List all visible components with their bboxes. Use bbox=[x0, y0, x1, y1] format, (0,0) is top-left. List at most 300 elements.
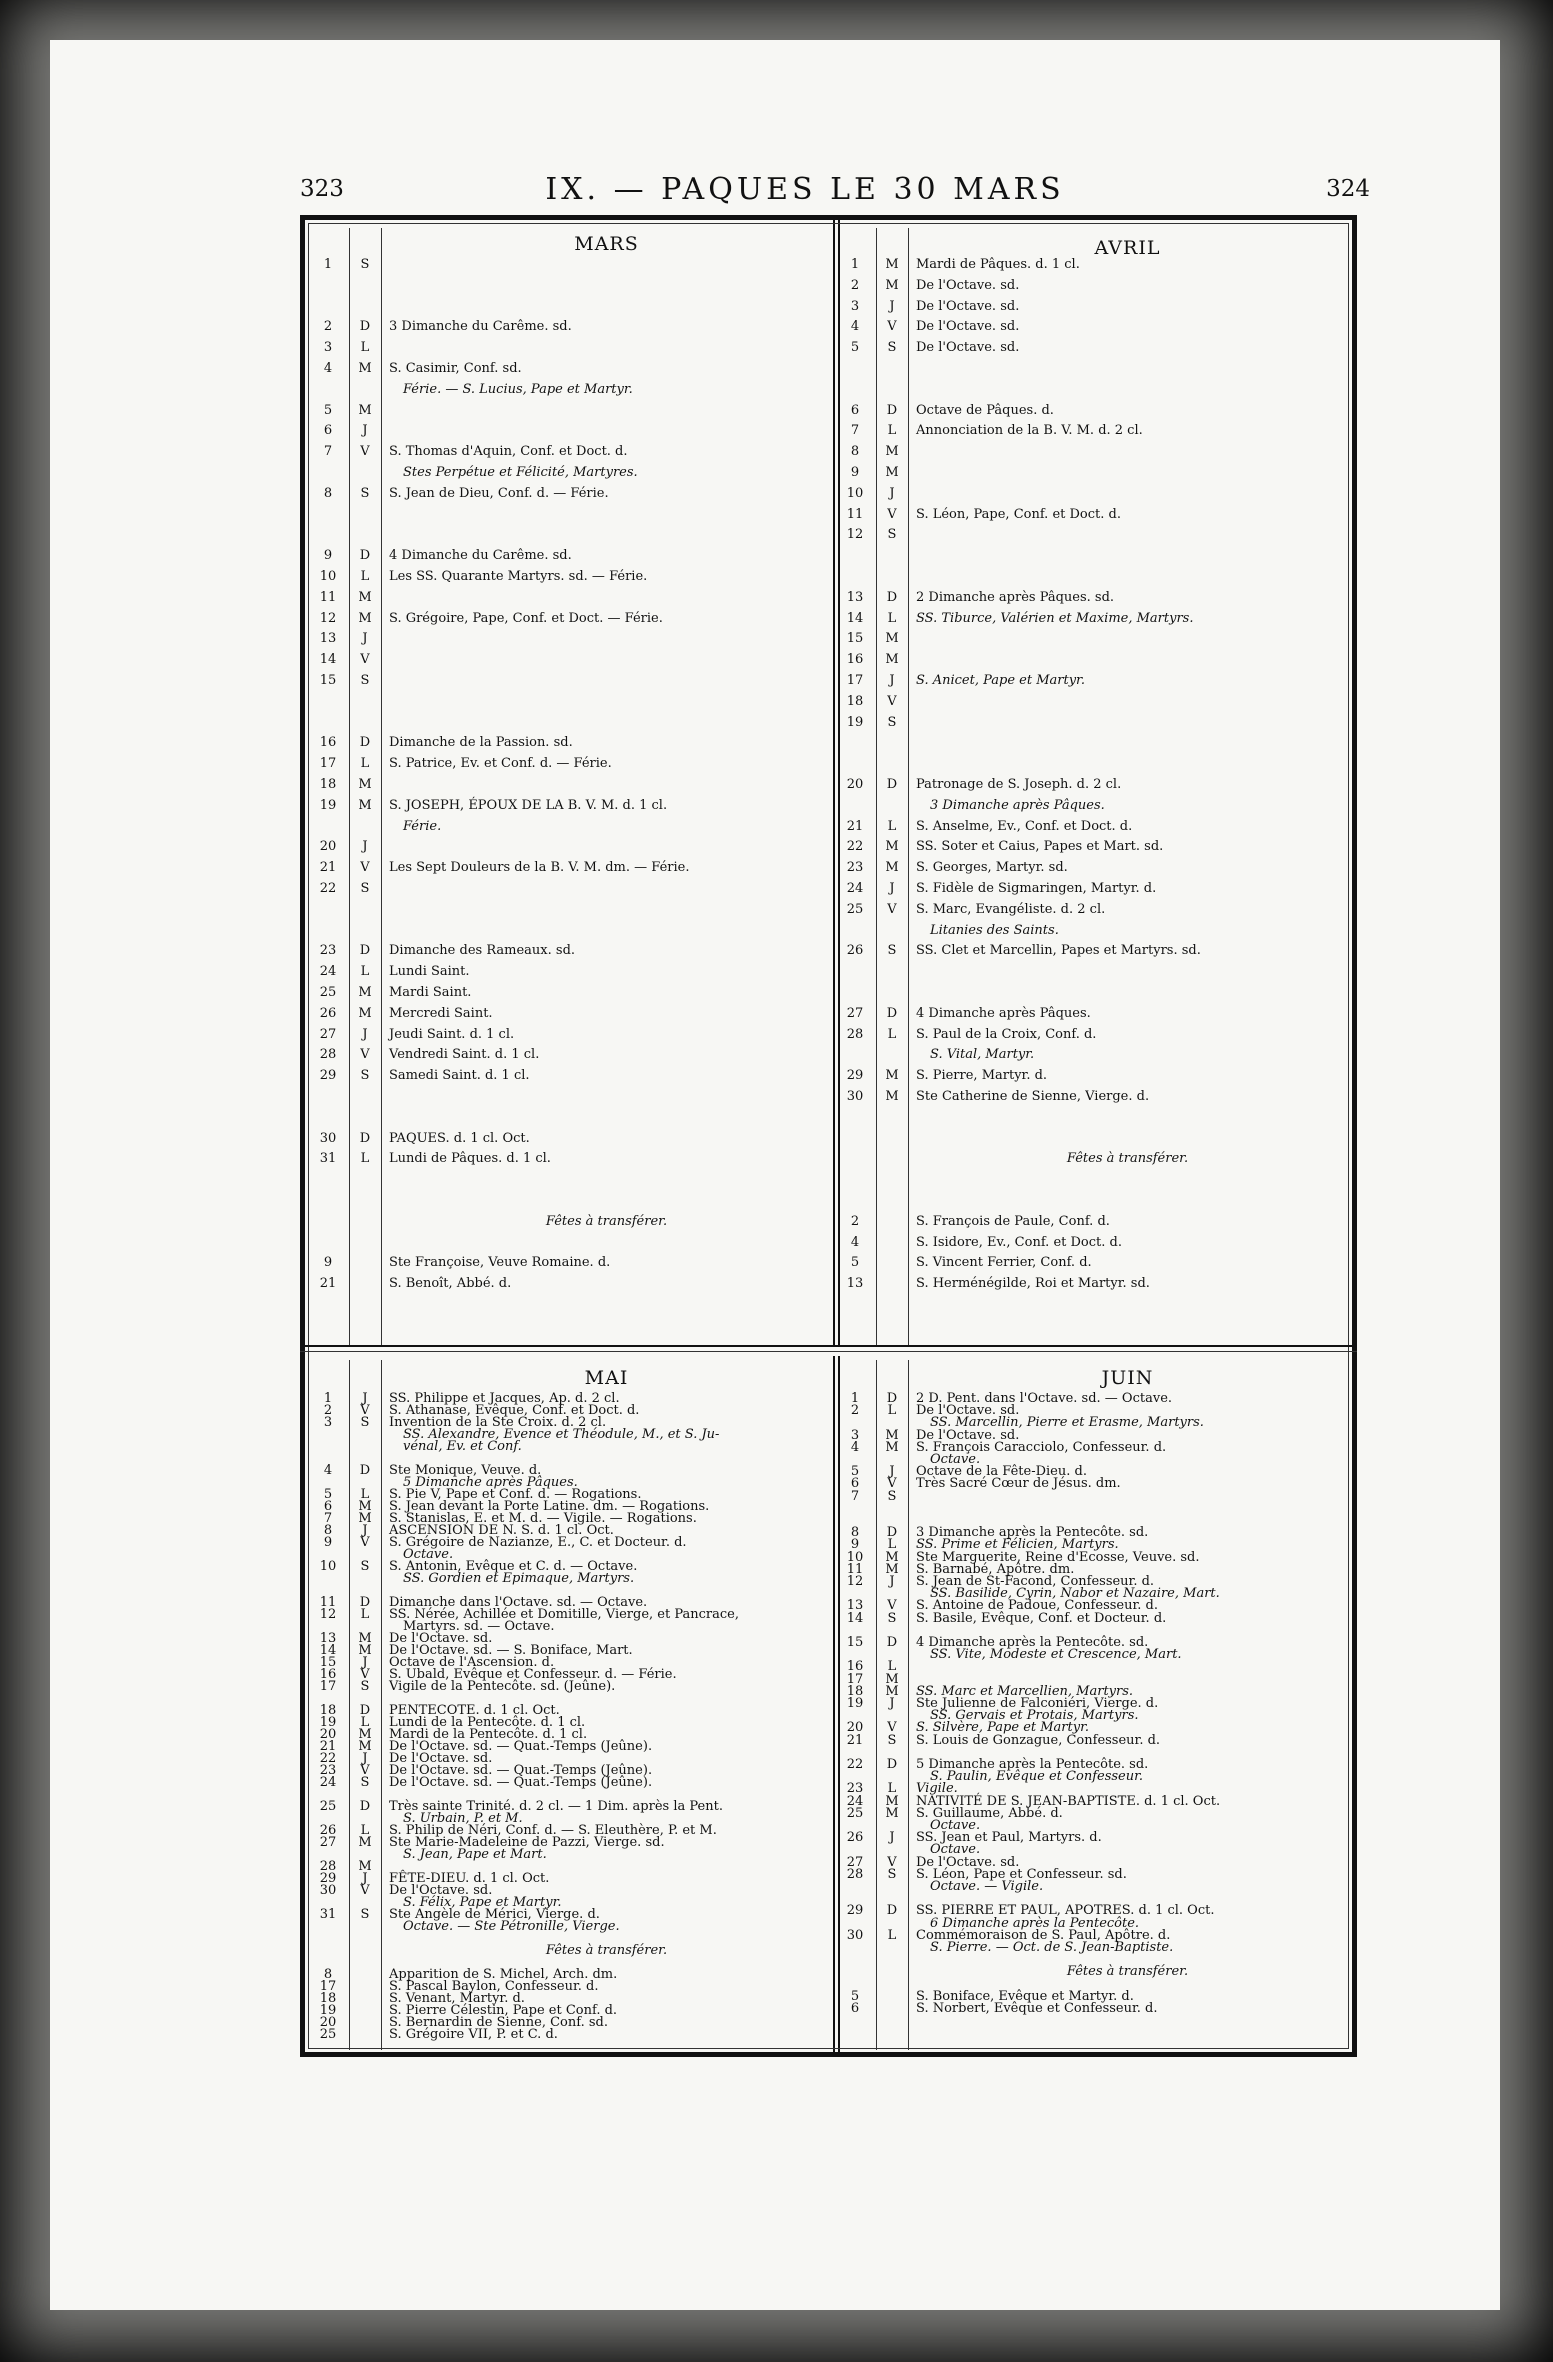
feast-entry: 3 Dimanche après la Pentecôte. sd. bbox=[916, 1525, 1149, 1541]
feast-entry: De l'Octave. sd. bbox=[916, 277, 1020, 293]
weekday-letter: L bbox=[887, 1927, 897, 1943]
calendar-row bbox=[840, 341, 1345, 355]
calendar-frame bbox=[300, 215, 1357, 2057]
feast-entry: Patronage de S. Joseph. d. 2 cl. bbox=[916, 777, 1122, 792]
day-number: 7 bbox=[323, 444, 333, 460]
weekday-letter: V bbox=[360, 444, 370, 460]
weekday-letter: D bbox=[886, 1391, 898, 1406]
calendar-row bbox=[840, 1734, 1345, 1748]
feast-entry: S. Bernardin de Sienne, Conf. sd. bbox=[389, 2015, 608, 2030]
feast-entry: Lundi Saint. bbox=[389, 964, 470, 980]
feast-entry: S. Herménégilde, Roi et Martyr. sd. bbox=[916, 1276, 1150, 1292]
weekday-letter: V bbox=[887, 1598, 897, 1614]
calendar-row bbox=[313, 466, 830, 480]
weekday-letter: V bbox=[360, 1403, 370, 1418]
calendar-row bbox=[840, 820, 1345, 834]
day-number: 24 bbox=[319, 1775, 337, 1790]
calendar-row bbox=[313, 1256, 830, 1270]
feast-entry: S. Pierre Célestin, Pape et Conf. d. bbox=[389, 2003, 618, 2018]
feast-entry: NATIVITÉ DE S. JEAN-BAPTISTE. d. 1 cl. Oct. bbox=[916, 1793, 1221, 1809]
weekday-letter: S bbox=[360, 257, 370, 272]
feast-entry: SS. Jean et Paul, Martyrs. d. bbox=[916, 1830, 1102, 1846]
weekday-letter: M bbox=[358, 1727, 372, 1742]
feast-entry: S. Jean de St-Facond, Confesseur. d. bbox=[916, 1574, 1155, 1589]
calendar-row bbox=[313, 944, 830, 958]
calendar-row bbox=[313, 1215, 830, 1229]
day-number: 26 bbox=[319, 1005, 337, 1021]
weekday-letter: M bbox=[885, 1561, 899, 1577]
day-number: 6 bbox=[850, 402, 860, 418]
weekday-letter: M bbox=[885, 860, 899, 876]
weekday-letter: J bbox=[889, 485, 895, 501]
calendar-row bbox=[313, 1152, 830, 1166]
calendar-row bbox=[840, 1941, 1345, 1955]
day-number: 8 bbox=[850, 1525, 860, 1541]
day-number: 29 bbox=[319, 1068, 337, 1084]
feast-entry: 3 Dimanche après Pâques. bbox=[930, 797, 1105, 813]
weekday-letter: M bbox=[885, 631, 899, 647]
weekday-letter: M bbox=[358, 1643, 372, 1658]
feast-entry: Très Sacré Cœur de Jésus. dm. bbox=[916, 1476, 1121, 1492]
calendar-row bbox=[840, 674, 1345, 688]
weekday-letter: V bbox=[887, 693, 897, 709]
feast-entry: Ste Marie-Madeleine de Pazzi, Vierge. sd. bbox=[389, 1835, 665, 1850]
column-divider-bottom bbox=[833, 1356, 835, 2053]
month-title: JUIN bbox=[1101, 1367, 1154, 1389]
day-number: 23 bbox=[319, 943, 337, 959]
feast-entry: Invention de la Ste Croix. d. 2 cl. bbox=[389, 1415, 607, 1430]
weekday-letter: J bbox=[889, 298, 895, 314]
weekday-letter: D bbox=[886, 1525, 898, 1541]
page-number-left: 323 bbox=[300, 176, 344, 202]
weekday-letter: D bbox=[359, 1463, 371, 1478]
day-number: 16 bbox=[846, 1659, 864, 1675]
calendar-row bbox=[840, 445, 1345, 459]
calendar-row bbox=[840, 320, 1345, 334]
weekday-letter: D bbox=[359, 1799, 371, 1814]
weekday-letter: S bbox=[887, 714, 897, 730]
weekday-letter: L bbox=[360, 1715, 370, 1730]
day-number: 12 bbox=[319, 1607, 337, 1622]
day-number: 8 bbox=[323, 1523, 333, 1538]
feast-entry: Octave de Pâques. d. bbox=[916, 402, 1054, 418]
calendar-row bbox=[840, 799, 1345, 813]
feast-entry: FÊTE-DIEU. d. 1 cl. Oct. bbox=[389, 1871, 550, 1886]
weekday-letter: S bbox=[360, 1415, 370, 1430]
weekday-letter: S bbox=[887, 943, 897, 959]
day-number: 8 bbox=[323, 1967, 333, 1982]
feast-entry: De l'Octave. sd. bbox=[916, 1854, 1020, 1870]
feast-entry: vénal, Ev. et Conf. bbox=[403, 1439, 522, 1454]
calendar-row bbox=[840, 2002, 1345, 2016]
day-number: 6 bbox=[323, 1499, 333, 1514]
day-number: 4 bbox=[323, 361, 333, 376]
weekday-letter: J bbox=[889, 673, 895, 688]
weekday-letter: M bbox=[885, 1549, 899, 1565]
feast-entry: De l'Octave. sd. bbox=[389, 1631, 493, 1646]
calendar-row bbox=[313, 1572, 830, 1586]
day-number: 18 bbox=[846, 1683, 864, 1699]
column-divider-top bbox=[833, 220, 835, 1346]
feast-entry: S. Paulin, Evêque et Confesseur. bbox=[930, 1769, 1144, 1785]
feast-entry: S. Guillaume, Abbé. d. bbox=[916, 1805, 1063, 1821]
weekday-letter: M bbox=[885, 1089, 899, 1104]
day-number: 29 bbox=[319, 1871, 337, 1886]
weekday-letter: L bbox=[360, 756, 370, 772]
weekday-letter: J bbox=[889, 881, 895, 896]
calendar-row bbox=[840, 424, 1345, 438]
feast-entry: Martyrs. sd. — Octave. bbox=[403, 1619, 555, 1634]
calendar-row bbox=[840, 1490, 1345, 1504]
calendar-row bbox=[840, 279, 1345, 293]
day-number: 7 bbox=[850, 423, 860, 439]
feast-entry: S. Jean de Dieu, Conf. d. — Férie. bbox=[389, 485, 609, 501]
day-number: 17 bbox=[319, 1679, 337, 1694]
day-number: 13 bbox=[846, 1598, 864, 1614]
calendar-row bbox=[313, 258, 830, 272]
feast-entry: S. Norbert, Evêque et Confesseur. d. bbox=[916, 2001, 1158, 2016]
month-title: MARS bbox=[574, 233, 639, 255]
weekday-letter: L bbox=[887, 1659, 897, 1675]
weekday-letter: J bbox=[362, 839, 368, 855]
feast-entry: Lundi de la Pentecôte. d. 1 cl. bbox=[389, 1715, 586, 1730]
day-number: 24 bbox=[846, 881, 864, 896]
feast-entry: SS. PIERRE ET PAUL, APOTRES. d. 1 cl. Oct. bbox=[916, 1903, 1215, 1919]
feast-entry: 3 Dimanche du Carême. sd. bbox=[389, 319, 572, 335]
feast-entry: ASCENSION DE N. S. d. 1 cl. Oct. bbox=[389, 1523, 614, 1538]
day-number: 28 bbox=[846, 1026, 864, 1042]
feast-entry: S. Silvère, Pape et Martyr. bbox=[916, 1720, 1090, 1736]
feast-entry: S. Léon, Pape, Conf. et Doct. d. bbox=[916, 506, 1121, 522]
weekday-letter: D bbox=[886, 1635, 898, 1650]
feast-entry: Mardi Saint. bbox=[389, 985, 472, 1000]
weekday-letter: M bbox=[358, 1859, 372, 1874]
feast-entry: 2 D. Pent. dans l'Octave. sd. — Octave. bbox=[916, 1391, 1173, 1406]
day-number: 21 bbox=[846, 1732, 864, 1748]
weekday-letter: M bbox=[885, 1427, 899, 1443]
weekday-letter: M bbox=[358, 361, 372, 376]
feast-entry: Mardi de la Pentecôte. d. 1 cl. bbox=[389, 1727, 588, 1742]
calendar-row bbox=[840, 653, 1345, 667]
feast-entry: S. Louis de Gonzague, Confesseur. d. bbox=[916, 1732, 1161, 1748]
day-number: 29 bbox=[846, 1068, 864, 1084]
day-number: 4 bbox=[850, 1439, 860, 1455]
weekday-letter: M bbox=[885, 1805, 899, 1821]
weekday-letter: D bbox=[359, 1595, 371, 1610]
day-number: 23 bbox=[846, 1781, 864, 1797]
day-number: 25 bbox=[846, 901, 864, 917]
feast-entry: S. Jean, Pape et Mart. bbox=[403, 1847, 547, 1862]
day-number: 9 bbox=[323, 1255, 333, 1271]
weekday-letter: J bbox=[362, 1871, 368, 1886]
feast-entry: 5 Dimanche après Pâques. bbox=[403, 1475, 578, 1490]
day-number: 22 bbox=[846, 1757, 864, 1772]
calendar-row bbox=[840, 1965, 1345, 1979]
day-number: 19 bbox=[846, 714, 864, 730]
month-title: AVRIL bbox=[1094, 237, 1161, 259]
calendar-row bbox=[313, 861, 830, 875]
day-number: 25 bbox=[319, 985, 337, 1000]
weekday-letter: V bbox=[360, 1763, 370, 1778]
weekday-letter: S bbox=[887, 1610, 897, 1626]
feast-entry: S. Ubald, Evêque et Confesseur. d. — Férie. bbox=[389, 1667, 677, 1682]
day-number: 26 bbox=[319, 1823, 337, 1838]
feast-entry: S. Athanase, Evêque, Conf. et Doct. d. bbox=[389, 1403, 640, 1418]
feast-entry: Litanies des Saints. bbox=[930, 922, 1059, 938]
feast-entry: S. Venant, Martyr. d. bbox=[389, 1991, 525, 2006]
day-number: 13 bbox=[846, 589, 864, 605]
day-number: 14 bbox=[319, 652, 337, 668]
weekday-letter: J bbox=[362, 1655, 368, 1670]
day-number: 14 bbox=[319, 1643, 337, 1658]
day-number: 16 bbox=[319, 1667, 337, 1682]
weekday-letter: J bbox=[889, 1830, 895, 1846]
feast-entry: Ste Catherine de Sienne, Vierge. d. bbox=[916, 1089, 1150, 1104]
weekday-letter: S bbox=[360, 673, 370, 688]
weekday-letter: M bbox=[358, 402, 372, 418]
calendar-row bbox=[313, 1680, 830, 1694]
section-note: Fêtes à transférer. bbox=[545, 1943, 668, 1958]
feast-entry: Vendredi Saint. d. 1 cl. bbox=[389, 1047, 540, 1063]
day-number: 23 bbox=[846, 860, 864, 876]
feast-entry: Octave. — Vigile. bbox=[930, 1879, 1044, 1894]
day-number: 30 bbox=[319, 1883, 337, 1898]
day-number: 5 bbox=[850, 1255, 860, 1271]
day-number: 1 bbox=[323, 257, 333, 272]
day-number: 10 bbox=[846, 1549, 864, 1565]
day-number: 6 bbox=[850, 1476, 860, 1492]
feast-entry: SS. Vite, Modeste et Crescence, Mart. bbox=[930, 1647, 1182, 1663]
calendar-row bbox=[313, 778, 830, 792]
calendar-row bbox=[840, 861, 1345, 875]
weekday-letter: M bbox=[885, 277, 899, 293]
day-number: 29 bbox=[846, 1903, 864, 1919]
calendar-row bbox=[840, 487, 1345, 501]
calendar-row bbox=[840, 1090, 1345, 1104]
calendar-row bbox=[313, 341, 830, 355]
calendar-row bbox=[313, 1944, 830, 1958]
weekday-letter: D bbox=[886, 777, 898, 792]
weekday-letter: J bbox=[889, 1696, 895, 1711]
weekday-letter: M bbox=[885, 444, 899, 460]
feast-entry: SS. Tiburce, Valérien et Maxime, Martyrs. bbox=[916, 610, 1194, 626]
feast-entry: 4 Dimanche après la Pentecôte. sd. bbox=[916, 1635, 1149, 1650]
weekday-letter: L bbox=[360, 1823, 370, 1838]
weekday-letter: V bbox=[887, 1476, 897, 1492]
day-number: 9 bbox=[323, 1535, 333, 1550]
weekday-letter: S bbox=[887, 527, 897, 543]
calendar-row bbox=[840, 1880, 1345, 1894]
weekday-letter: L bbox=[360, 1487, 370, 1502]
feast-entry: De l'Octave. sd. bbox=[916, 1427, 1020, 1443]
weekday-letter: V bbox=[887, 319, 897, 335]
feast-entry: Ste Monique, Veuve. d. bbox=[389, 1463, 542, 1478]
feast-entry: Mardi de Pâques. d. 1 cl. bbox=[916, 257, 1080, 272]
feast-entry: De l'Octave. sd. — Quat.-Temps (Jeûne). bbox=[389, 1763, 653, 1778]
feast-entry: Ste Angèle de Mérici, Vierge. d. bbox=[389, 1907, 600, 1922]
day-number: 2 bbox=[850, 1213, 860, 1229]
feast-entry: S. Antonin, Evêque et C. d. — Octave. bbox=[389, 1559, 638, 1574]
feast-entry: PAQUES. d. 1 cl. Oct. bbox=[389, 1130, 530, 1146]
day-number: 5 bbox=[323, 1487, 333, 1502]
calendar-row bbox=[840, 612, 1345, 626]
feast-entry: S. Anselme, Ev., Conf. et Doct. d. bbox=[916, 818, 1133, 834]
weekday-letter: L bbox=[360, 340, 370, 356]
weekday-letter: M bbox=[358, 985, 372, 1000]
weekday-letter: M bbox=[358, 1511, 372, 1526]
calendar-row bbox=[840, 840, 1345, 854]
day-number: 1 bbox=[323, 1391, 333, 1406]
calendar-row bbox=[313, 487, 830, 501]
column-divider-bottom-inner bbox=[838, 1356, 840, 2053]
feast-entry: S. Pie V, Pape et Conf. d. — Rogations. bbox=[389, 1487, 642, 1502]
calendar-row bbox=[840, 716, 1345, 730]
feast-entry: S. Félix, Pape et Martyr. bbox=[403, 1895, 562, 1910]
day-number: 11 bbox=[319, 1595, 337, 1610]
day-number: 19 bbox=[319, 2003, 337, 2018]
calendar-row bbox=[313, 445, 830, 459]
feast-entry: S. Fidèle de Sigmaringen, Martyr. d. bbox=[916, 881, 1157, 896]
weekday-letter: M bbox=[358, 777, 372, 792]
feast-entry: S. Barnabé, Apôtre. dm. bbox=[916, 1561, 1075, 1577]
weekday-letter: J bbox=[362, 631, 368, 647]
day-number: 4 bbox=[323, 1463, 333, 1478]
calendar-row bbox=[313, 1277, 830, 1291]
day-number: 15 bbox=[319, 673, 337, 688]
day-number: 25 bbox=[319, 2027, 337, 2042]
feast-entry: S. JOSEPH, ÉPOUX DE LA B. V. M. d. 1 cl. bbox=[389, 797, 668, 813]
day-number: 18 bbox=[319, 1703, 337, 1718]
calendar-row bbox=[313, 424, 830, 438]
weekday-letter: L bbox=[887, 1026, 897, 1042]
weekday-letter: V bbox=[360, 1535, 370, 1550]
feast-entry: Les SS. Quarante Martyrs. sd. — Férie. bbox=[389, 569, 648, 584]
day-number: 15 bbox=[846, 631, 864, 647]
weekday-letter: S bbox=[887, 340, 897, 356]
feast-entry: Jeudi Saint. d. 1 cl. bbox=[389, 1026, 515, 1042]
feast-entry: Les Sept Douleurs de la B. V. M. dm. — Férie. bbox=[389, 860, 690, 876]
weekday-letter: L bbox=[887, 1537, 897, 1553]
day-number: 3 bbox=[850, 1427, 860, 1443]
weekday-letter: V bbox=[360, 652, 370, 668]
calendar-row bbox=[313, 1132, 830, 1146]
feast-entry: Commémoraison de S. Paul, Apôtre. d. bbox=[916, 1927, 1171, 1943]
feast-entry: S. Grégoire de Nazianze, E., C. et Docteur. d. bbox=[389, 1535, 687, 1550]
feast-entry: S. Pierre, Martyr. d. bbox=[916, 1068, 1048, 1084]
day-number: 21 bbox=[319, 860, 337, 876]
feast-entry: 4 Dimanche du Carême. sd. bbox=[389, 548, 572, 564]
day-number: 10 bbox=[319, 1559, 337, 1574]
feast-entry: Férie. bbox=[403, 818, 442, 834]
feast-entry: De l'Octave. sd. — S. Boniface, Mart. bbox=[389, 1643, 633, 1658]
calendar-row bbox=[313, 1920, 830, 1934]
feast-entry: 6 Dimanche après la Pentecôte. bbox=[930, 1915, 1140, 1931]
day-number: 13 bbox=[319, 631, 337, 647]
weekday-letter: D bbox=[886, 1005, 898, 1021]
day-number: 28 bbox=[319, 1859, 337, 1874]
calendar-row bbox=[840, 1048, 1345, 1062]
feast-entry: Ste Françoise, Veuve Romaine. d. bbox=[389, 1255, 611, 1271]
calendar-row bbox=[313, 383, 830, 397]
section-note: Fêtes à transférer. bbox=[1066, 1964, 1189, 1980]
weekday-letter: D bbox=[359, 1130, 371, 1146]
feast-entry: Ste Julienne de Falconiéri, Vierge. d. bbox=[916, 1696, 1159, 1711]
weekday-letter: M bbox=[358, 1739, 372, 1754]
calendar-row bbox=[313, 757, 830, 771]
day-number: 20 bbox=[846, 1720, 864, 1736]
page-title: IX. — PAQUES LE 30 MARS bbox=[545, 172, 1065, 207]
calendar-row bbox=[840, 1152, 1345, 1166]
weekday-letter: D bbox=[359, 319, 371, 335]
day-number: 9 bbox=[323, 548, 333, 564]
day-number: 2 bbox=[323, 1403, 333, 1418]
feast-entry: Lundi de Pâques. d. 1 cl. bbox=[389, 1151, 551, 1167]
weekday-letter: M bbox=[885, 1439, 899, 1455]
feast-entry: Octave de l'Ascension. d. bbox=[389, 1655, 555, 1670]
day-number: 16 bbox=[846, 652, 864, 668]
weekday-letter: M bbox=[885, 1793, 899, 1809]
feast-entry: Férie. — S. Lucius, Pape et Martyr. bbox=[403, 381, 633, 397]
day-number: 19 bbox=[319, 1715, 337, 1730]
day-number: 26 bbox=[846, 943, 864, 959]
weekday-letter: D bbox=[886, 402, 898, 418]
calendar-row bbox=[313, 570, 830, 584]
day-number: 12 bbox=[846, 527, 864, 543]
day-number: 30 bbox=[319, 1130, 337, 1146]
calendar-row bbox=[840, 258, 1345, 272]
day-number: 19 bbox=[846, 1696, 864, 1711]
weekday-letter: L bbox=[360, 1151, 370, 1167]
calendar-row bbox=[840, 695, 1345, 709]
weekday-letter: M bbox=[358, 797, 372, 813]
calendar-row bbox=[840, 300, 1345, 314]
day-number: 21 bbox=[846, 818, 864, 834]
feast-entry: De l'Octave. sd. bbox=[389, 1751, 493, 1766]
feast-entry: S. Stanislas, E. et M. d. — Vigile. — Rogations. bbox=[389, 1511, 697, 1526]
weekday-letter: J bbox=[889, 1574, 895, 1589]
calendar-row bbox=[313, 653, 830, 667]
feast-entry: Octave de la Fête-Dieu. d. bbox=[916, 1464, 1087, 1480]
weekday-letter: D bbox=[359, 735, 371, 751]
calendar-row bbox=[313, 1069, 830, 1083]
day-number: 22 bbox=[319, 881, 337, 896]
day-number: 16 bbox=[319, 735, 337, 751]
feast-entry: SS. Philippe et Jacques, Ap. d. 2 cl. bbox=[389, 1391, 620, 1406]
weekday-letter: S bbox=[360, 485, 370, 501]
feast-entry: 2 Dimanche après Pâques. sd. bbox=[916, 589, 1115, 605]
day-number: 25 bbox=[319, 1799, 337, 1814]
day-number: 4 bbox=[850, 319, 860, 335]
feast-entry: SS. Soter et Caius, Papes et Mart. sd. bbox=[916, 839, 1164, 855]
weekday-letter: S bbox=[887, 1488, 897, 1504]
feast-entry: S. François de Paule, Conf. d. bbox=[916, 1213, 1110, 1229]
feast-entry: SS. Marc et Marcellien, Martyrs. bbox=[916, 1683, 1134, 1699]
day-number: 25 bbox=[846, 1805, 864, 1821]
feast-entry: SS. Marcellin, Pierre et Erasme, Martyrs. bbox=[930, 1415, 1204, 1431]
day-number: 21 bbox=[319, 1739, 337, 1754]
feast-entry: S. Léon, Pape et Confesseur. sd. bbox=[916, 1866, 1127, 1882]
day-number: 20 bbox=[319, 1727, 337, 1742]
feast-entry: SS. Gordien et Epimaque, Martyrs. bbox=[403, 1571, 635, 1586]
calendar-row bbox=[840, 903, 1345, 917]
feast-entry: S. François Caracciolo, Confesseur. d. bbox=[916, 1439, 1167, 1455]
feast-entry: SS. Prime et Félicien, Martyrs. bbox=[916, 1537, 1119, 1553]
weekday-letter: D bbox=[886, 589, 898, 605]
day-number: 18 bbox=[319, 1991, 337, 2006]
weekday-letter: M bbox=[358, 1005, 372, 1021]
calendar-row bbox=[313, 965, 830, 979]
weekday-letter: M bbox=[885, 652, 899, 668]
